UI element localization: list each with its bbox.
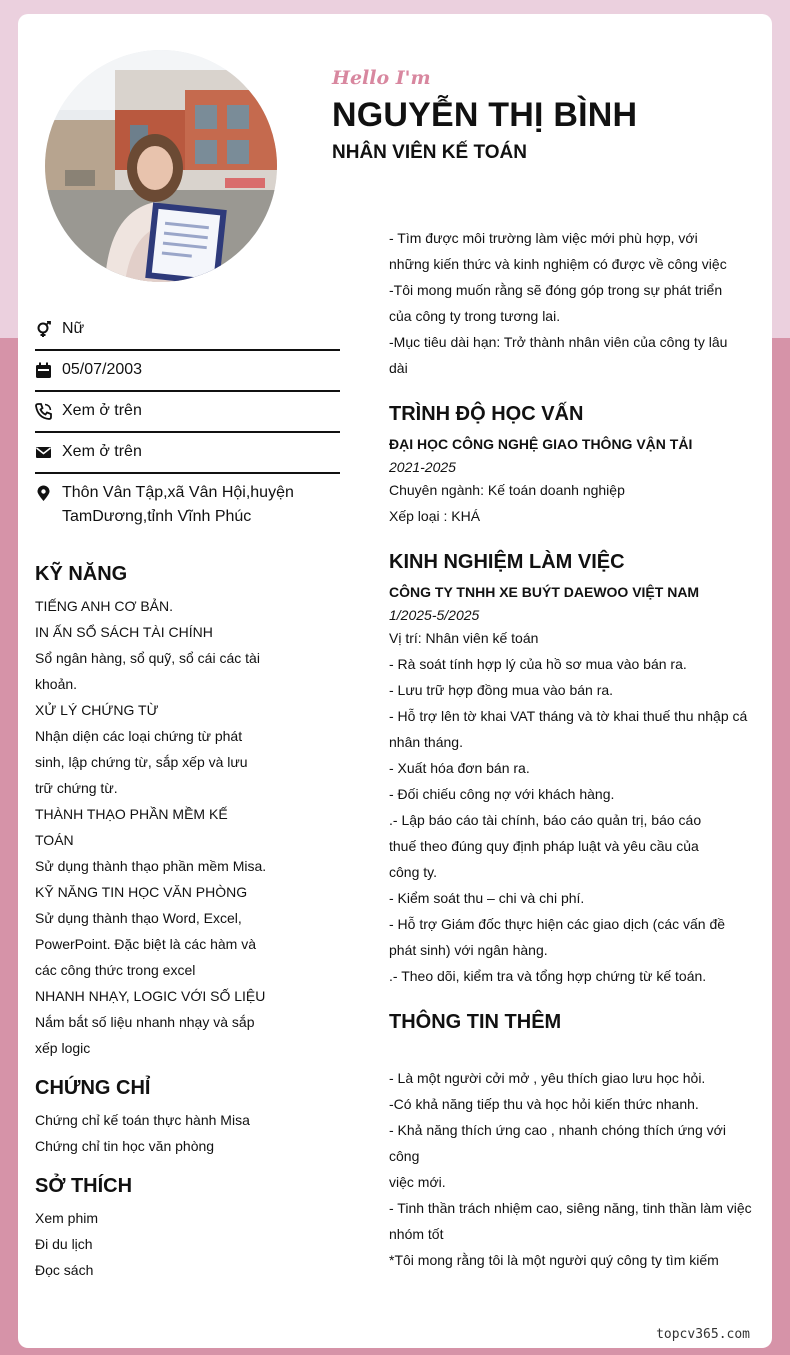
contact-text: Xem ở trên [62,443,142,460]
skill-line: NHANH NHẠY, LOGIC VỚI SỐ LIỆU [35,988,266,1004]
skill-line: XỬ LÝ CHỨNG TỪ [35,702,159,718]
section-title: SỞ THÍCH [35,1175,133,1197]
experience-line: Vị trí: Nhân viên kế toán [389,630,539,646]
experience-line: nhân tháng. [389,734,463,750]
skill-line: trữ chứng từ. [35,780,118,796]
skill-line: IN ẤN SỔ SÁCH TÀI CHÍNH [35,624,213,640]
experience-line: thuế theo đúng quy định pháp luật và yêu cầu của [389,838,699,854]
greeting: Hello I'm [332,67,431,89]
additional-line: -Có khả năng tiếp thu và học hỏi kiến thức nhanh. [389,1096,699,1112]
school-name: ĐẠI HỌC CÔNG NGHỆ GIAO THÔNG VẬN TẢI [389,436,693,452]
skill-line: TOÁN [35,832,74,848]
contact-list [35,310,340,537]
skill-line: Nhận diện các loại chứng từ phát [35,728,243,744]
section-title: CHỨNG CHỈ [35,1077,151,1099]
contact-phone [35,392,340,433]
additional-line: công [389,1148,420,1164]
additional-section [389,1009,759,1273]
objective-line: - Tìm được môi trường làm việc mới phù hợp, với [389,230,698,246]
experience-section [389,549,759,989]
experience-period: 1/2025-5/2025 [389,607,480,623]
experience-line: .- Lập báo cáo tài chính, báo cáo quản trị, báo cáo [389,812,702,828]
profile-photo [45,50,277,282]
experience-details [389,625,759,989]
contact-email [35,433,340,474]
skill-line: xếp logic [35,1040,91,1056]
experience-line: - Hỗ trợ lên tờ khai VAT tháng và tờ khai thuế thu nhập cá [389,708,748,724]
contact-birthday [35,351,340,392]
skill-line: sinh, lập chứng từ, sắp xếp và lưu [35,754,248,770]
additional-line: - Tinh thần trách nhiệm cao, siêng năng, tinh thần làm việc [389,1200,752,1216]
experience-line: - Rà soát tính hợp lý của hồ sơ mua vào bán ra. [389,656,687,672]
skill-line: TIẾNG ANH CƠ BẢN. [35,598,174,614]
additional-line: - Là một người cởi mở , yêu thích giao lưu học hỏi. [389,1070,706,1086]
company-name: CÔNG TY TNHH XE BUÝT DAEWOO VIỆT NAM [389,584,700,600]
additional-line: việc mới. [389,1174,446,1190]
objective-line: của công ty trong tương lai. [389,308,561,324]
objective-line: -Tôi mong muốn rằng sẽ đóng góp trong sự phát triển [389,282,723,298]
skill-line: Sổ ngân hàng, sổ quỹ, sổ cái các tài [35,650,260,666]
phone-icon [35,399,62,423]
gender-icon [35,317,62,341]
email-icon [35,440,62,464]
contact-address [35,474,340,537]
experience-line: - Kiểm soát thu – chi và chi phí. [389,890,585,906]
skill-line: Sử dụng thành thạo Word, Excel, [35,910,242,926]
section-title: KỸ NĂNG [35,563,128,585]
section-title: KINH NGHIỆM LÀM VIỆC [389,551,625,573]
education-line: Xếp loại : KHÁ [389,508,481,524]
experience-line: - Xuất hóa đơn bán ra. [389,760,530,776]
additional-line: nhóm tốt [389,1226,444,1242]
job-title: NHÂN VIÊN KẾ TOÁN [332,142,527,163]
section-title: TRÌNH ĐỘ HỌC VẤN [389,403,584,425]
skills-list [35,593,340,1061]
contact-text: Thôn Vân Tập,xã Vân Hội,huyện TamDương,tỉnh Vĩnh Phúc [62,484,294,525]
hobbies-section [35,1173,340,1283]
certificate-line: Chứng chỉ kế toán thực hành Misa [35,1112,250,1128]
skills-section [35,561,340,1061]
skill-line: THÀNH THẠO PHẦN MỀM KẾ [35,806,228,822]
certificates-list [35,1107,340,1159]
experience-line: phát sinh) với ngân hàng. [389,942,548,958]
full-name: NGUYỄN THỊ BÌNH [332,96,638,134]
skill-line: Nắm bắt số liệu nhanh nhạy và sắp [35,1014,255,1030]
contact-text: 05/07/2003 [62,361,143,378]
experience-line: - Đối chiếu công nợ với khách hàng. [389,786,615,802]
experience-line: công ty. [389,864,437,880]
skill-line: KỸ NĂNG TIN HỌC VĂN PHÒNG [35,884,248,900]
hobby-line: Đi du lịch [35,1236,93,1252]
calendar-icon [35,358,62,382]
education-section [389,401,759,529]
experience-line: - Hỗ trợ Giám đốc thực hiện các giao dịch (các vấn đề [389,916,726,932]
hobby-line: Đọc sách [35,1262,94,1278]
skill-line: Sử dụng thành thạo phần mềm Misa. [35,858,267,874]
contact-gender [35,310,340,351]
additional-line: - Khả năng thích ứng cao , nhanh chóng thích ứng với [389,1122,726,1138]
right-column [389,225,759,1273]
skill-line: khoản. [35,676,78,692]
contact-text: Nữ [62,320,85,337]
additional-line: *Tôi mong rằng tôi là một người quý công ty tìm kiếm [389,1252,719,1268]
education-line: Chuyên ngành: Kế toán doanh nghiệp [389,482,625,498]
cv-header [332,66,752,166]
hobbies-list [35,1205,340,1283]
cv-card [18,14,772,1348]
skill-line: các công thức trong excel [35,962,196,978]
objective-line: -Mục tiêu dài hạn: Trở thành nhân viên của công ty lâu [389,334,728,350]
skill-line: PowerPoint. Đặc biệt là các hàm và [35,936,256,952]
location-icon [35,481,62,505]
certificates-section [35,1075,340,1159]
experience-line: - Lưu trữ hợp đồng mua vào bán ra. [389,682,614,698]
additional-details [389,1065,759,1273]
left-column [35,310,340,1283]
watermark: topcv365.com [656,1327,750,1342]
experience-line: .- Theo dõi, kiểm tra và tổng hợp chứng từ kế toán. [389,968,707,984]
hobby-line: Xem phim [35,1210,99,1226]
education-period: 2021-2025 [389,459,456,475]
objective-line: những kiến thức và kinh nghiệm có được về công việc [389,256,727,272]
section-title: THÔNG TIN THÊM [389,1011,562,1033]
education-details [389,477,759,529]
objective-line: dài [389,360,408,376]
contact-text: Xem ở trên [62,402,142,419]
career-objective [389,225,759,381]
certificate-line: Chứng chỉ tin học văn phòng [35,1138,215,1154]
